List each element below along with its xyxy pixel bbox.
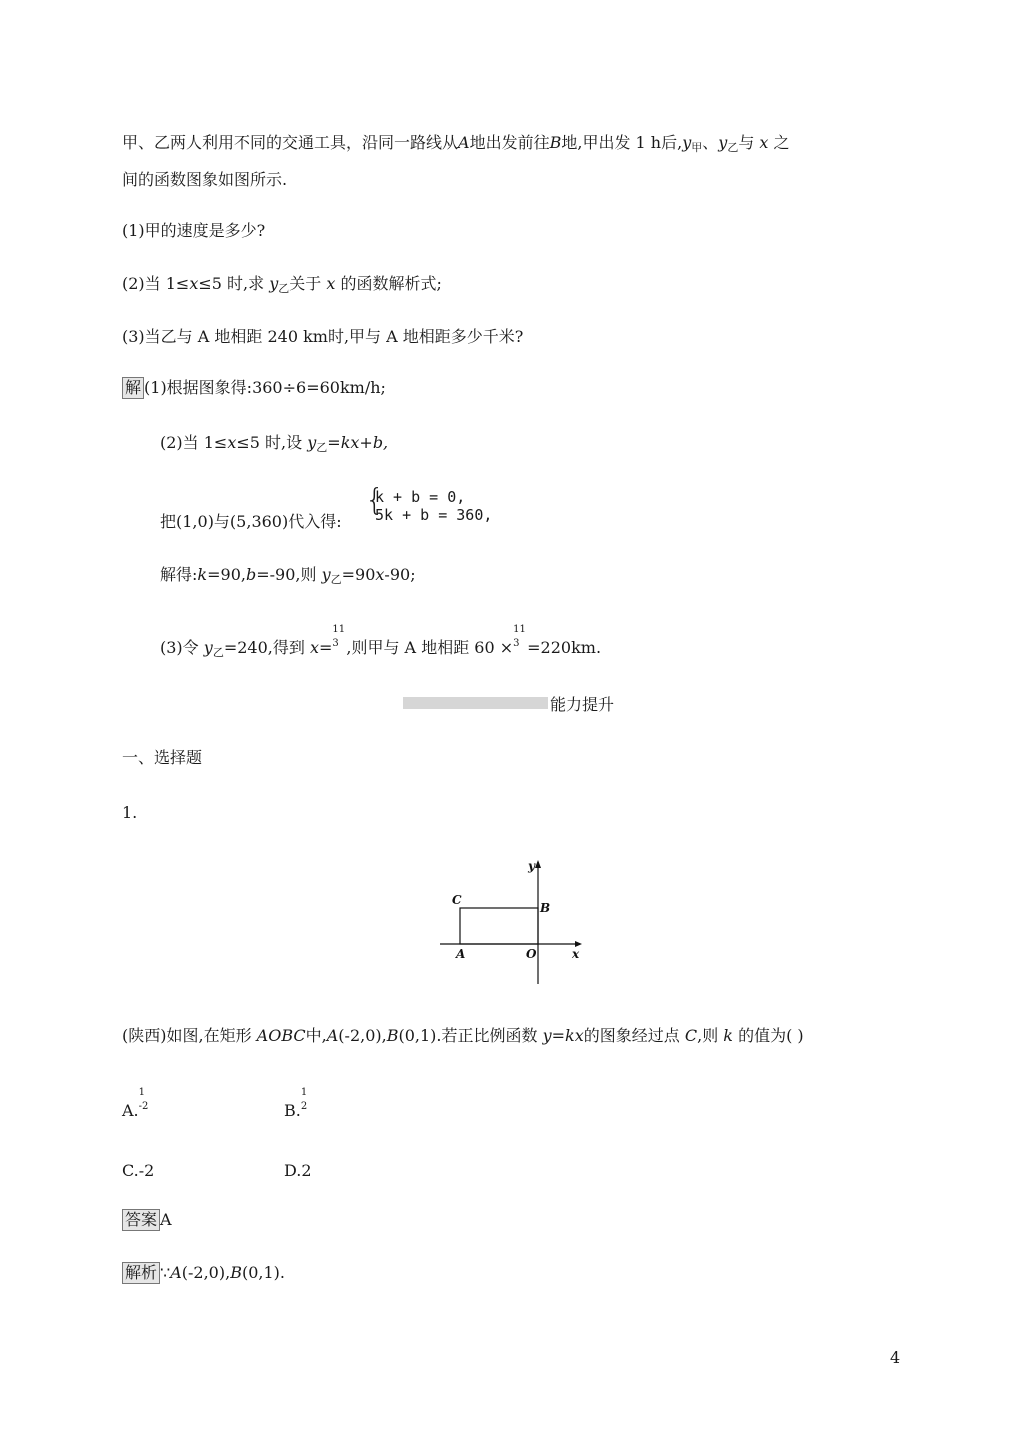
text: k (723, 1026, 733, 1045)
text: 乙 (316, 441, 328, 454)
question-1-text (122, 1025, 804, 1047)
analysis-line (122, 1262, 285, 1284)
text: B (386, 1026, 399, 1045)
text: (1)根据图象得:360÷6=60km/h; (144, 378, 386, 397)
text: y (269, 274, 279, 293)
text: k (197, 565, 208, 584)
text: 地出发前往 (469, 133, 550, 152)
option-d[interactable]: D.2 (284, 1161, 312, 1180)
text: =240,得到 (223, 638, 310, 657)
text: (3)令 (160, 638, 204, 657)
fraction (332, 623, 346, 660)
y-axis-arrow (535, 860, 541, 868)
text: A (458, 133, 470, 152)
text: x (375, 565, 385, 584)
text: 甲、乙两人利用不同的交通工具，沿同一路线从 (122, 133, 459, 152)
text: (2)当 1≤ (122, 274, 190, 293)
text: (-2,0), (338, 1026, 387, 1045)
text: (-2,0), (181, 1263, 231, 1282)
text: A (326, 1026, 339, 1045)
solution-step-4 (160, 564, 416, 591)
page-number: 4 (890, 1348, 901, 1367)
text: y (321, 565, 331, 584)
analysis-tag: 解析 (122, 1262, 160, 1284)
text: 中, (305, 1026, 327, 1045)
text: y=kx (542, 1026, 584, 1045)
system-brace: { (365, 483, 385, 518)
label-o: O (526, 947, 537, 961)
section-title: 能力提升 (550, 695, 615, 714)
text: =220km. (527, 638, 602, 657)
option-a[interactable] (122, 1086, 153, 1123)
text: x (326, 274, 336, 293)
text: 甲 (691, 141, 703, 154)
text: 2 (300, 1100, 308, 1112)
text: A (170, 1263, 182, 1282)
text: 11 (513, 623, 526, 635)
label-b: B (540, 901, 551, 915)
question-3: (3)当乙与 A 地相距 240 km时,甲与 A 地相距多少千米? (122, 327, 524, 346)
text: 的值为( ) (733, 1026, 804, 1045)
solution-step-5 (160, 623, 602, 664)
text: 乙 (727, 141, 739, 154)
text: y (682, 133, 692, 152)
text: (0,1).若正比例函数 (398, 1026, 543, 1045)
text: -90; (384, 565, 416, 584)
text: B (230, 1263, 242, 1282)
question-2 (122, 273, 442, 300)
text: =kx+b, (327, 433, 389, 452)
text: 地,甲出发 1 h后, (561, 133, 683, 152)
text: 、 (702, 133, 719, 152)
text: 解得: (160, 565, 198, 584)
solution-step-2 (160, 432, 388, 459)
text: A (160, 1210, 172, 1229)
text: ,则 (697, 1026, 724, 1045)
text: 乙 (330, 573, 342, 586)
question-number: 1. (122, 803, 138, 822)
text: ∵ (160, 1263, 171, 1282)
text: C (684, 1026, 698, 1045)
text: y (203, 638, 213, 657)
option-b[interactable] (284, 1086, 315, 1123)
text: x (309, 638, 319, 657)
text: x (227, 433, 237, 452)
text: ≤5 时,设 (236, 433, 308, 452)
text: ,则甲与 A 地相距 60 × (346, 638, 514, 657)
solution-step-1 (122, 377, 386, 399)
text: ≤5 时,求 (198, 274, 270, 293)
text: y (718, 133, 728, 152)
text: =-90,则 (256, 565, 322, 584)
text: 3 (332, 637, 339, 649)
system-eq-1: k + b = 0, (375, 488, 466, 506)
label-y: y (528, 859, 535, 873)
text: (陕西)如图,在矩形 (122, 1026, 257, 1045)
section-bar (403, 697, 548, 709)
text: x (759, 133, 769, 152)
fraction (138, 1086, 153, 1123)
section-heading: 一、选择题 (122, 748, 203, 767)
label-x: x (572, 947, 580, 961)
text: =90 (341, 565, 376, 584)
text: =90, (207, 565, 246, 584)
answer-line (122, 1209, 172, 1231)
solution-step-3: 把(1,0)与(5,360)代入得: (160, 512, 342, 531)
fraction (513, 623, 527, 660)
text: 11 (332, 623, 346, 635)
text: 1 (300, 1086, 308, 1098)
text: 3 (513, 637, 520, 649)
problem-intro-line2: 间的函数图象如图所示. (122, 170, 288, 189)
text: x (189, 274, 199, 293)
text: 乙 (212, 646, 224, 659)
coordinate-figure (430, 850, 600, 990)
text: B. (284, 1101, 301, 1120)
text: (0,1). (241, 1263, 285, 1282)
text: 关于 (289, 274, 327, 293)
text: 乙 (278, 282, 290, 295)
text: = (318, 638, 333, 657)
option-c[interactable]: C.-2 (122, 1161, 155, 1180)
text: B (549, 133, 562, 152)
text: 与 (738, 133, 755, 152)
text: A. (122, 1101, 139, 1120)
fraction (300, 1086, 315, 1123)
problem-intro-line1 (122, 132, 790, 159)
text: -2 (138, 1100, 149, 1112)
text: (2)当 1≤ (160, 433, 228, 452)
label-a: A (456, 947, 466, 961)
question-1: (1)甲的速度是多少? (122, 221, 266, 240)
text: 1 (138, 1086, 146, 1098)
system-eq-2: 5k + b = 360, (375, 506, 493, 524)
text: AOBC (256, 1026, 306, 1045)
label-c: C (452, 893, 462, 907)
text: y (307, 433, 317, 452)
text: 之 (773, 133, 790, 152)
rectangle-aobc (460, 908, 538, 944)
text: 的图象经过点 (583, 1026, 685, 1045)
text: b (245, 565, 257, 584)
solution-tag: 解 (122, 377, 144, 399)
text: 的函数解析式; (335, 274, 442, 293)
answer-tag: 答案 (122, 1209, 160, 1231)
